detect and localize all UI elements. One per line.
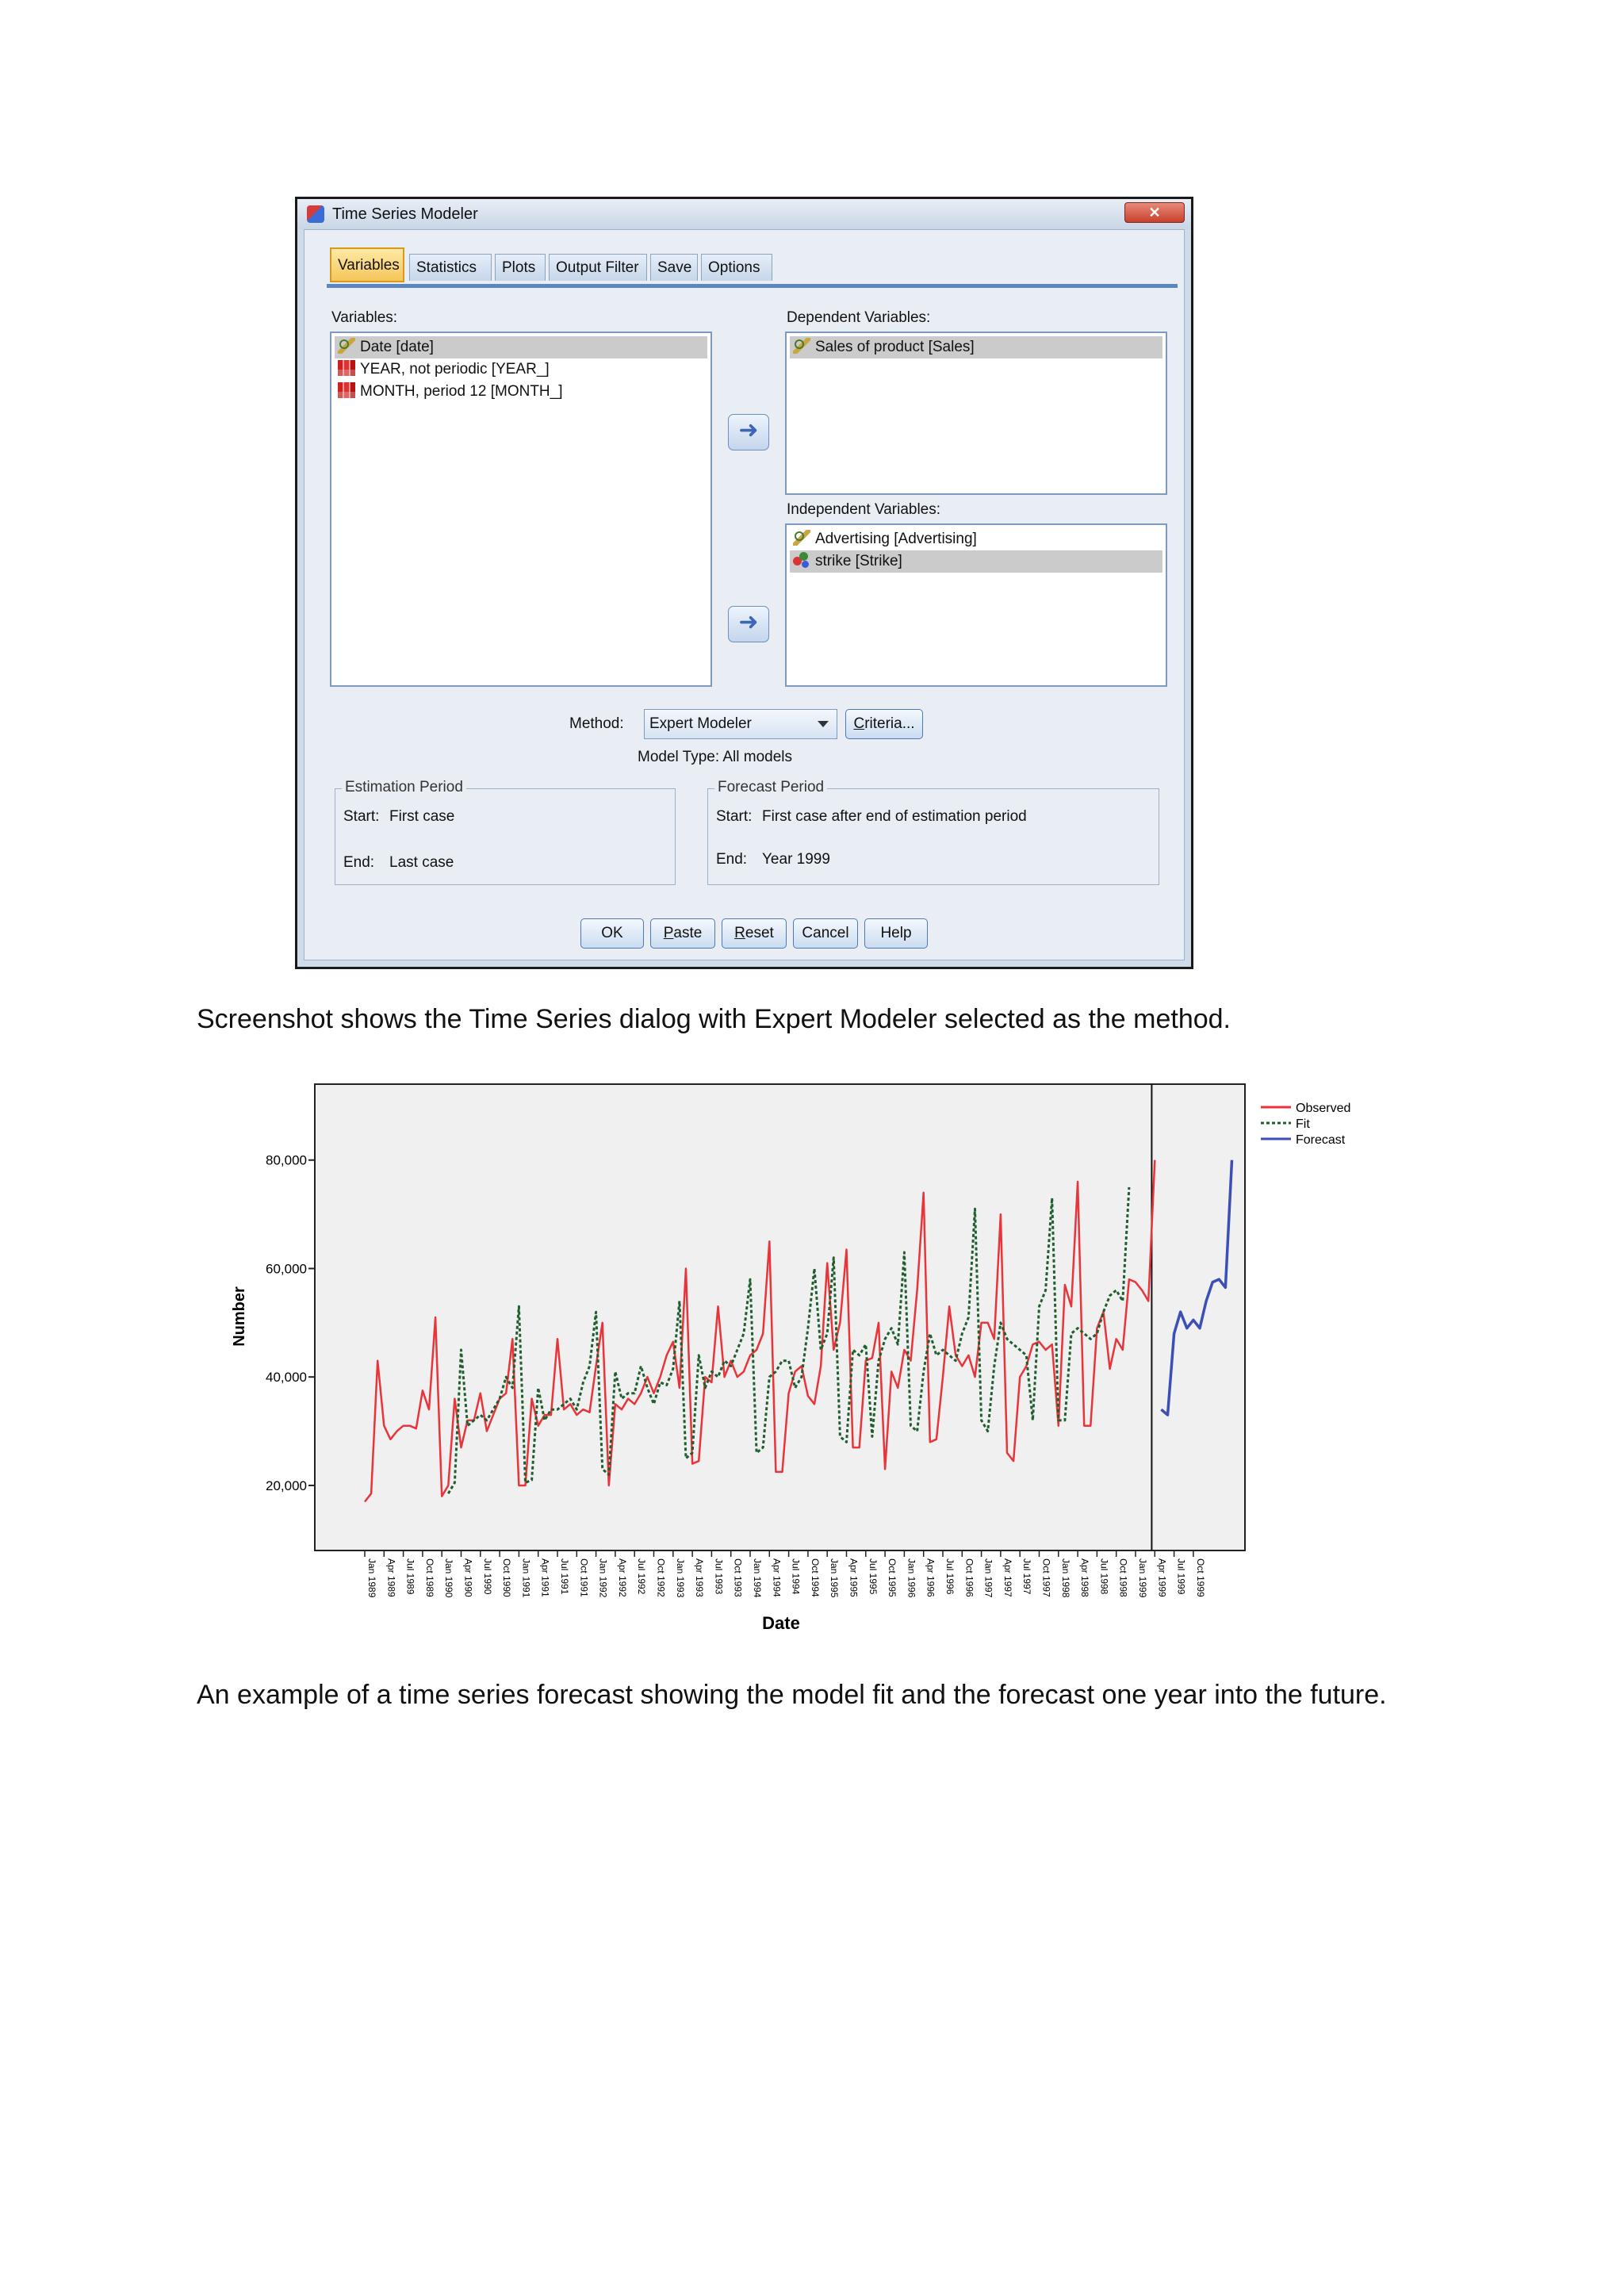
- x-tick-label: Jul 1989: [404, 1558, 416, 1595]
- x-tick-label: Oct 1996: [963, 1558, 975, 1597]
- x-tick-label: Apr 1996: [925, 1558, 936, 1597]
- list-item[interactable]: strike [Strike]: [790, 550, 1162, 573]
- forecast-chart: [230, 1079, 1396, 1634]
- x-tick-label: Jan 1997: [982, 1558, 994, 1598]
- ordinal-variable-icon: [338, 382, 355, 398]
- move-to-independent-button[interactable]: [728, 606, 769, 642]
- y-tick-label: 40,000: [266, 1370, 307, 1386]
- forecast-end-label: End:: [716, 851, 748, 868]
- x-tick-label: Jan 1990: [443, 1558, 455, 1598]
- x-tick-label: Jul 1995: [867, 1558, 879, 1595]
- x-tick-label: Jul 1990: [481, 1558, 493, 1595]
- dialog-client-area: [304, 229, 1185, 960]
- x-tick-label: Apr 1998: [1079, 1558, 1091, 1597]
- method-label: Method:: [569, 715, 624, 732]
- method-select[interactable]: [644, 709, 837, 739]
- x-tick-label: Jan 1994: [752, 1558, 763, 1598]
- x-tick-label: Jan 1998: [1059, 1558, 1071, 1598]
- x-tick-label: Jul 1997: [1021, 1558, 1033, 1595]
- variables-label: Variables:: [331, 309, 398, 326]
- tab-statistics[interactable]: Statistics: [409, 254, 492, 281]
- ordinal-variable-icon: [338, 360, 355, 376]
- tab-output-filter[interactable]: Output Filter: [549, 254, 647, 281]
- x-tick-label: Oct 1991: [578, 1558, 590, 1597]
- list-item[interactable]: Advertising [Advertising]: [790, 528, 1162, 550]
- x-tick-label: Jul 1998: [1098, 1558, 1110, 1595]
- forecast-end-value: Year 1999: [762, 851, 830, 868]
- nominal-variable-icon: [793, 552, 810, 568]
- x-tick-label: Apr 1995: [848, 1558, 860, 1597]
- x-tick-label: Jul 1999: [1175, 1558, 1187, 1595]
- move-to-dependent-button[interactable]: [728, 414, 769, 450]
- plot-area: [315, 1084, 1245, 1550]
- x-tick-label: Jul 1994: [790, 1558, 802, 1595]
- x-tick-label: Jan 1993: [674, 1558, 686, 1598]
- criteria-button[interactable]: Criteria...: [845, 709, 923, 739]
- variables-list[interactable]: [330, 332, 712, 687]
- list-item[interactable]: MONTH, period 12 [MONTH_]: [335, 381, 707, 403]
- y-tick-label: 80,000: [266, 1152, 307, 1168]
- estimation-period-title: Estimation Period: [342, 779, 466, 796]
- estimation-start-label: Start:: [343, 808, 380, 825]
- scale-variable-icon: [338, 338, 355, 354]
- x-tick-label: Jan 1992: [597, 1558, 609, 1598]
- y-tick-label: 20,000: [266, 1478, 307, 1493]
- chevron-down-icon: [818, 721, 829, 727]
- scale-variable-icon: [793, 530, 810, 546]
- estimation-end-value: Last case: [389, 854, 454, 871]
- dependent-variables-label: Dependent Variables:: [787, 309, 931, 326]
- tab-options[interactable]: Options: [701, 254, 772, 281]
- x-tick-label: Oct 1990: [501, 1558, 513, 1597]
- x-tick-label: Apr 1992: [616, 1558, 628, 1597]
- caption-chart: An example of a time series forecast showing the model fit and the forecast one year into the future.: [197, 1680, 1387, 1710]
- arrow-left-icon: ➜: [738, 609, 759, 635]
- y-axis-label: Number: [231, 1286, 248, 1347]
- list-item[interactable]: Sales of product [Sales]: [790, 336, 1162, 358]
- x-tick-label: Oct 1989: [423, 1558, 435, 1597]
- dependent-variables-list[interactable]: [785, 332, 1167, 495]
- independent-variables-list[interactable]: [785, 523, 1167, 687]
- x-tick-label: Jul 1993: [713, 1558, 725, 1595]
- legend-label: Observed: [1296, 1102, 1351, 1115]
- legend-label: Fit: [1296, 1117, 1310, 1131]
- tab-plots[interactable]: Plots: [495, 254, 546, 281]
- estimation-end-label: End:: [343, 854, 375, 871]
- x-tick-label: Oct 1999: [1194, 1558, 1206, 1597]
- title-bar[interactable]: [297, 199, 1191, 229]
- x-tick-label: Apr 1990: [462, 1558, 474, 1597]
- app-icon: [307, 205, 324, 223]
- tab-save[interactable]: Save: [650, 254, 698, 281]
- close-button[interactable]: ✕: [1124, 202, 1185, 223]
- caption-dialog: Screenshot shows the Time Series dialog with Expert Modeler selected as the method.: [197, 1004, 1231, 1034]
- forecast-start-label: Start:: [716, 808, 753, 825]
- x-tick-label: Oct 1994: [809, 1558, 821, 1597]
- scale-variable-icon: [793, 338, 810, 354]
- x-tick-label: Apr 1999: [1156, 1558, 1168, 1597]
- forecast-period-title: Forecast Period: [714, 779, 827, 796]
- x-tick-label: Jan 1999: [1137, 1558, 1148, 1598]
- x-tick-label: Apr 1993: [694, 1558, 706, 1597]
- forecast-start-value: First case after end of estimation period: [762, 808, 1027, 825]
- x-tick-label: Jul 1992: [636, 1558, 648, 1595]
- arrow-left-icon: ➜: [738, 417, 759, 443]
- independent-variables-label: Independent Variables:: [787, 501, 941, 518]
- time-series-modeler-dialog: [295, 197, 1193, 969]
- x-tick-label: Oct 1992: [655, 1558, 667, 1597]
- x-tick-label: Jan 1989: [366, 1558, 377, 1598]
- estimation-period-group: [335, 779, 676, 885]
- cancel-button[interactable]: Cancel: [793, 918, 858, 949]
- list-item[interactable]: YEAR, not periodic [YEAR_]: [335, 358, 707, 381]
- y-tick-label: 60,000: [266, 1261, 307, 1277]
- x-tick-label: Oct 1998: [1117, 1558, 1129, 1597]
- tab-underline: [327, 284, 1178, 288]
- legend-label: Forecast: [1296, 1133, 1346, 1147]
- x-tick-label: Oct 1997: [1040, 1558, 1052, 1597]
- x-tick-label: Jan 1991: [520, 1558, 532, 1598]
- list-item[interactable]: Date [date]: [335, 336, 707, 358]
- method-select-value: Expert Modeler: [649, 715, 752, 732]
- x-tick-label: Apr 1989: [385, 1558, 397, 1597]
- x-tick-label: Jan 1996: [906, 1558, 917, 1598]
- forecast-period-group: [707, 779, 1159, 885]
- x-tick-label: Jul 1991: [559, 1558, 570, 1595]
- x-tick-label: Apr 1997: [1002, 1558, 1013, 1597]
- x-tick-label: Apr 1991: [539, 1558, 551, 1597]
- dialog-title: Time Series Modeler: [332, 205, 478, 223]
- x-tick-label: Jul 1996: [944, 1558, 956, 1595]
- paste-button[interactable]: Paste: [650, 918, 715, 949]
- ok-button[interactable]: OK: [580, 918, 644, 949]
- estimation-start-value: First case: [389, 808, 455, 825]
- x-tick-label: Jan 1995: [829, 1558, 841, 1598]
- x-tick-label: Oct 1995: [887, 1558, 898, 1597]
- x-tick-label: Apr 1994: [771, 1558, 783, 1597]
- model-type-text: Model Type: All models: [638, 749, 793, 765]
- help-button[interactable]: Help: [864, 918, 928, 949]
- x-tick-label: Oct 1993: [732, 1558, 744, 1597]
- tab-variables[interactable]: Variables: [330, 247, 404, 282]
- reset-button[interactable]: Reset: [722, 918, 787, 949]
- x-axis-label: Date: [762, 1613, 800, 1633]
